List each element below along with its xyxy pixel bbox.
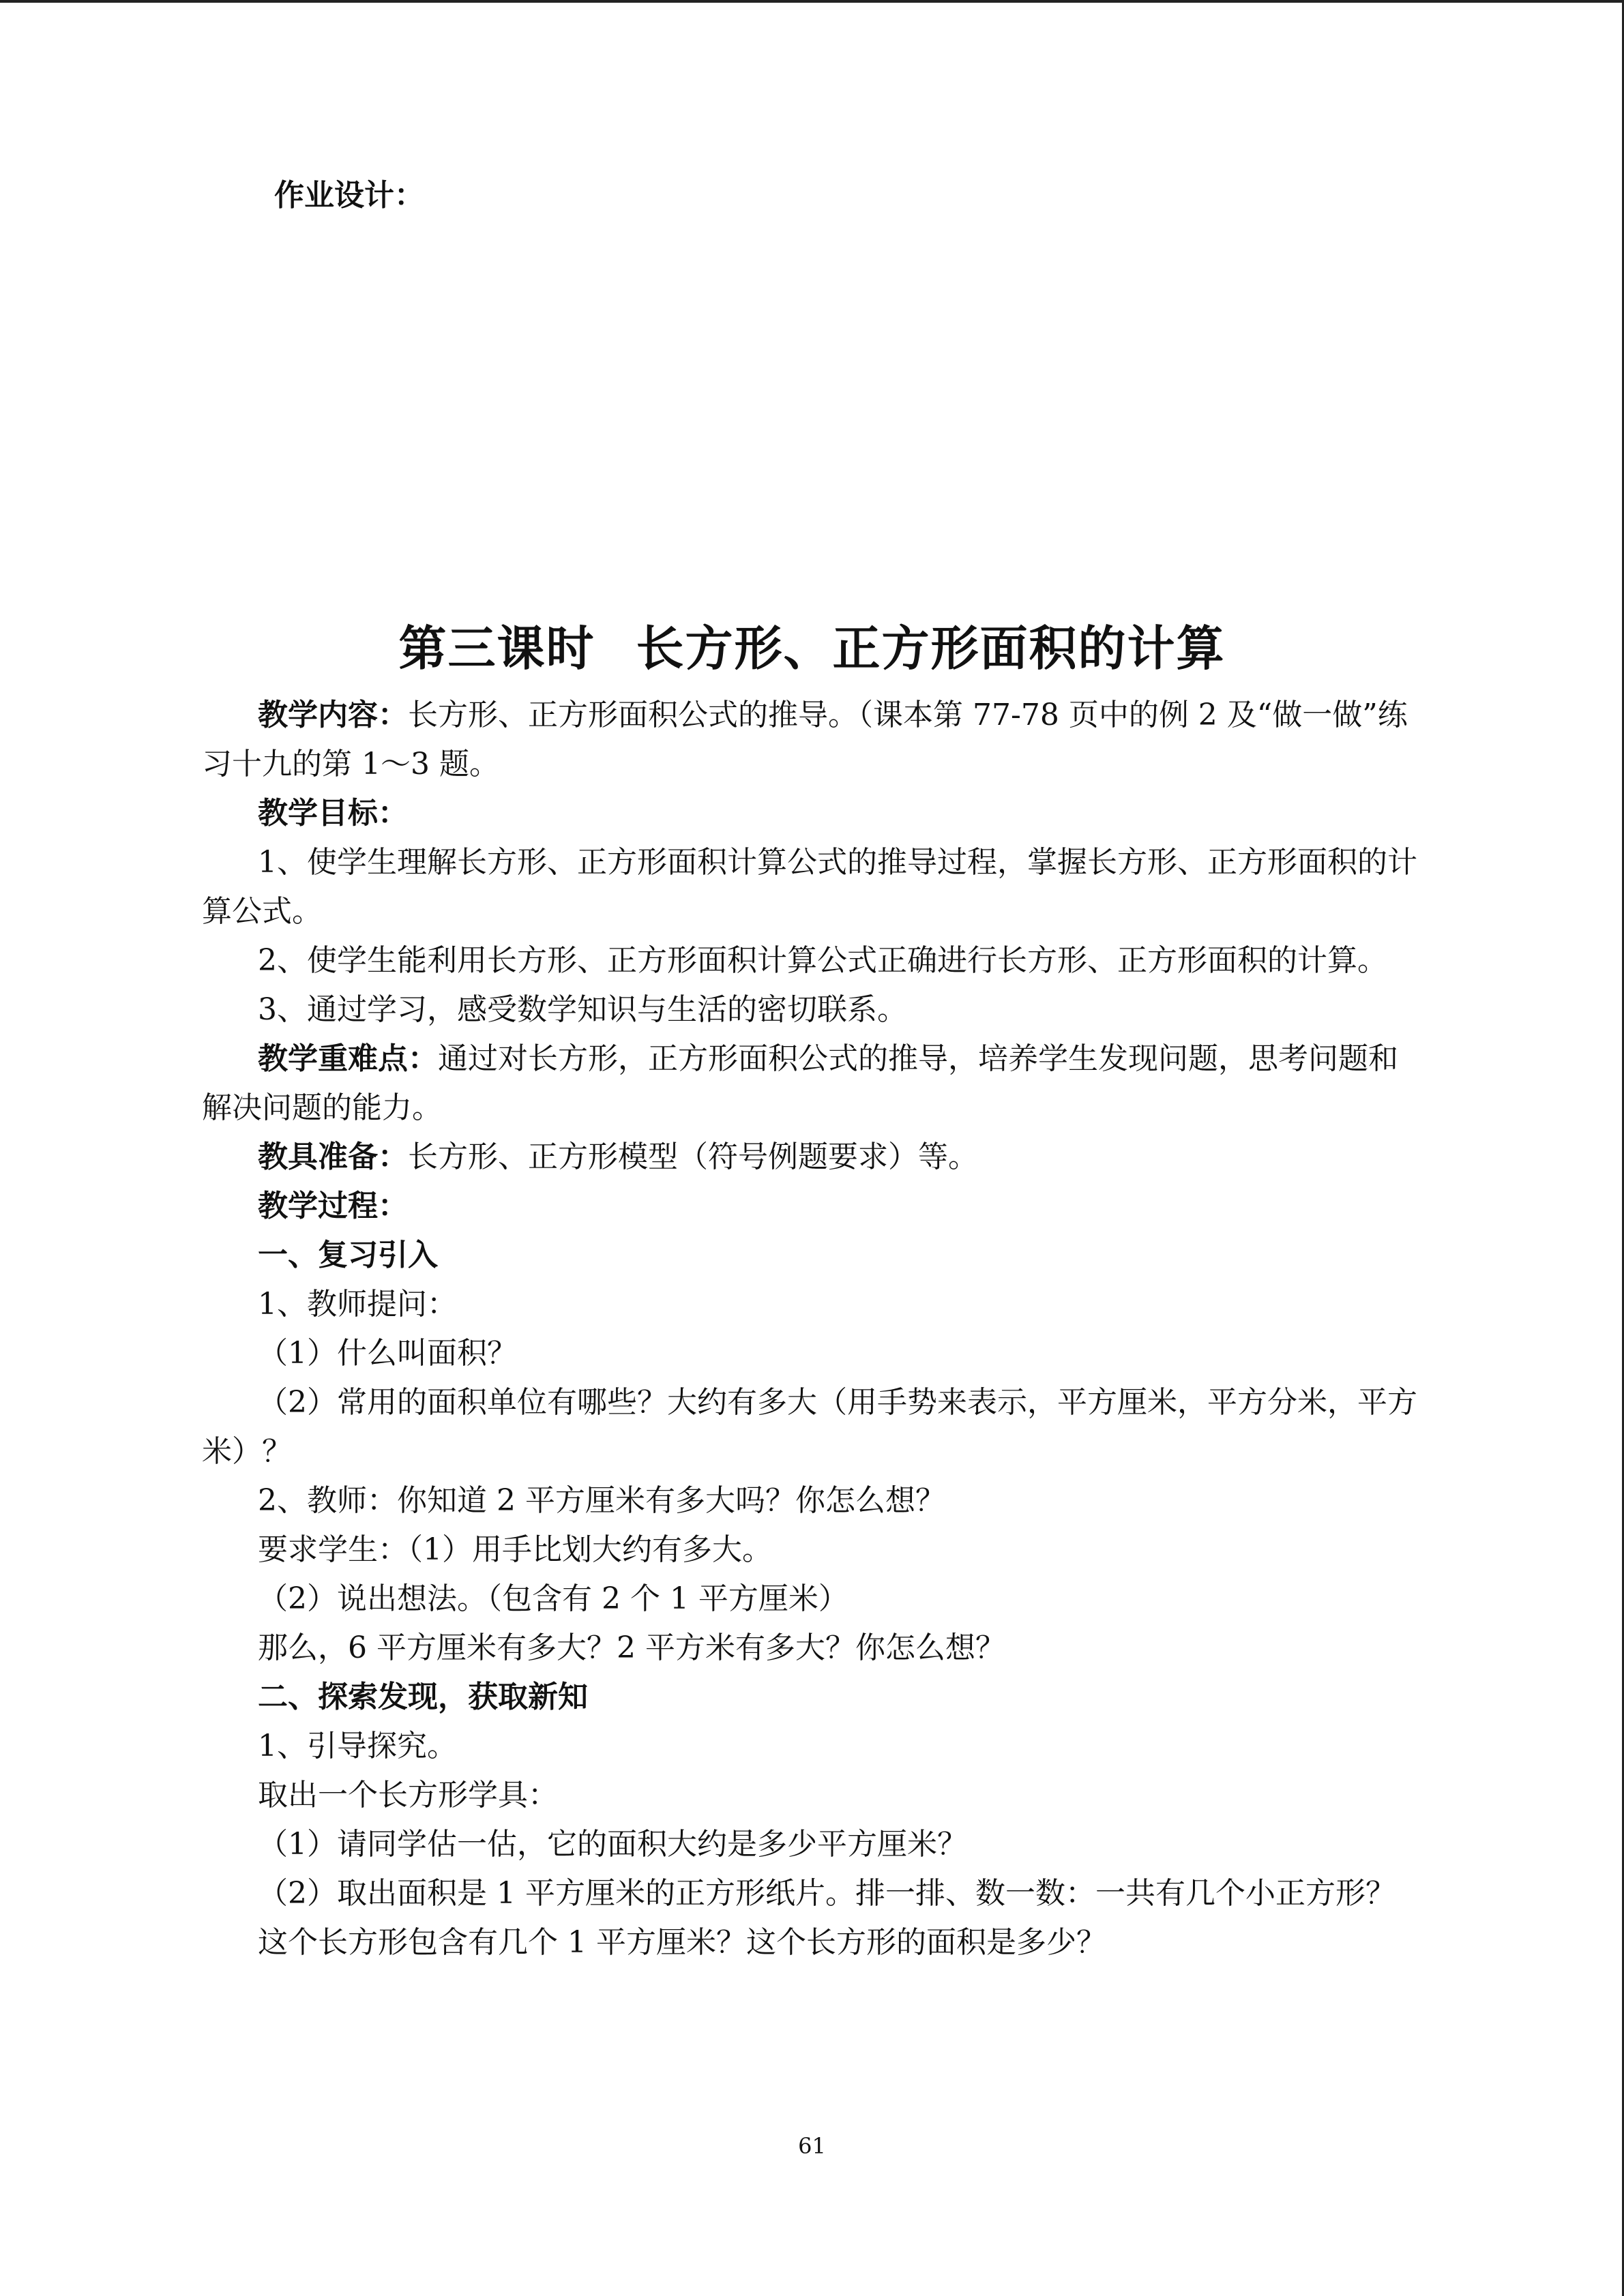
- section-heading-2: 二、探索发现，获取新知: [258, 1680, 588, 1714]
- s1-item-2: 2、教师：你知道 2 平方厘米有多大吗？你怎么想？: [258, 1483, 945, 1518]
- s1-question-2: （2）常用的面积单位有哪些？大约有多大（用手势来表示，平方厘米，平方分米，平方米）？: [202, 1385, 1417, 1469]
- page-top-border: [0, 0, 1624, 3]
- s1-item-1: 1、教师提问：: [258, 1287, 457, 1322]
- s1-question-1: （1）什么叫面积？: [258, 1336, 517, 1371]
- s1-requirement-2: （2）说出想法。（包含有 2 个 1 平方厘米）: [258, 1581, 848, 1616]
- lesson-title-part1: 第三课时: [398, 621, 595, 676]
- goal-2: 2、使学生能利用长方形、正方形面积计算公式正确进行长方形、正方形面积的计算。: [258, 943, 1387, 978]
- s2-take: 取出一个长方形学具：: [258, 1778, 558, 1813]
- key-points-label: 教学重难点：: [258, 1041, 438, 1076]
- teaching-content: [202, 691, 1423, 789]
- section-heading-1: 一、复习引入: [258, 1238, 438, 1272]
- lesson-title: [0, 610, 1624, 679]
- homework-heading: 作业设计：: [274, 178, 424, 213]
- teaching-content-label: 教学内容：: [258, 698, 408, 732]
- aids-label: 教具准备：: [258, 1139, 408, 1174]
- goal-1: 1、使学生理解长方形、正方形面积计算公式的推导过程，掌握长方形、正方形面积的计算公式。: [202, 845, 1417, 929]
- teaching-content-text: 长方形、正方形面积公式的推导。（课本第 77-78 页中的例 2 及“做一做”练习十九的第 1～3 题。: [202, 698, 1408, 781]
- s1-requirement: 要求学生：（1）用手比划大约有多大。: [258, 1532, 772, 1567]
- page-number: 61: [798, 2133, 826, 2159]
- process-label: 教学过程：: [258, 1189, 408, 1223]
- goal-3: 3、通过学习，感受数学知识与生活的密切联系。: [258, 992, 907, 1027]
- key-points-text: 通过对长方形，正方形面积公式的推导，培养学生发现问题，思考问题和解决问题的能力。: [202, 1041, 1398, 1125]
- lesson-body: [202, 691, 1423, 1967]
- s2-question-2: （2）取出面积是 1 平方厘米的正方形纸片。排一排、数一数：一共有几个小正方形？: [258, 1876, 1396, 1911]
- key-points: [202, 1034, 1423, 1133]
- aids-text: 长方形、正方形模型（符号例题要求）等。: [408, 1139, 978, 1174]
- s2-question-3: 这个长方形包含有几个 1 平方厘米？这个长方形的面积是多少？: [258, 1925, 1106, 1960]
- lesson-title-part2: 长方形、正方形面积的计算: [636, 621, 1226, 676]
- goals-label: 教学目标：: [258, 796, 408, 831]
- s2-item-1: 1、引导探究。: [258, 1729, 457, 1763]
- s2-question-1: （1）请同学估一估，它的面积大约是多少平方厘米？: [258, 1827, 967, 1862]
- s1-followup: 那么，6 平方厘米有多大？2 平方米有多大？你怎么想？: [258, 1630, 1005, 1665]
- teaching-aids: [202, 1133, 1423, 1182]
